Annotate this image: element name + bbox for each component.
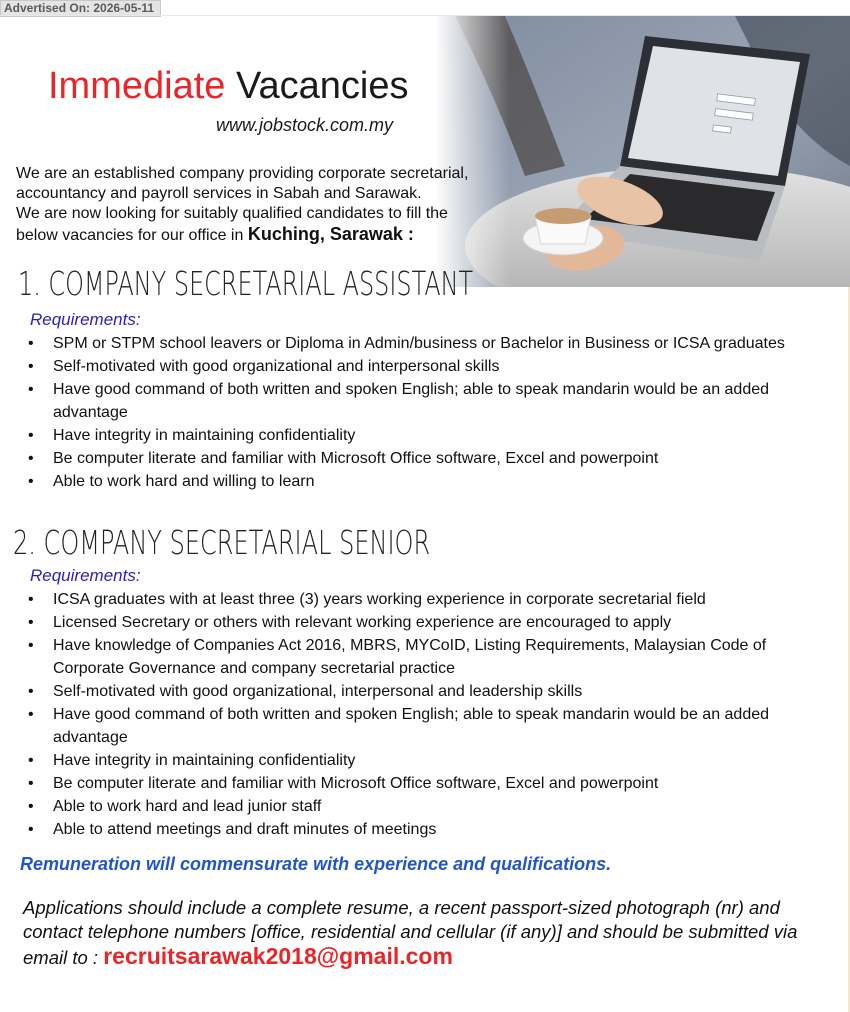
job-title-senior: 2. COMPANY SECRETARIAL SENIOR bbox=[13, 523, 431, 562]
bullet-icon: • bbox=[28, 450, 34, 467]
email-link[interactable]: recruitsarawak2018@gmail.com bbox=[103, 943, 453, 969]
intro-line: We are now looking for suitably qualified candidates to fill the bbox=[16, 205, 448, 222]
requirements-list-assistant bbox=[0, 332, 840, 493]
application-instructions bbox=[23, 896, 823, 970]
bullet-icon: • bbox=[28, 591, 34, 608]
job-title-assistant: 1. COMPANY SECRETARIAL ASSISTANT bbox=[18, 264, 474, 303]
job-advertisement-poster bbox=[0, 15, 850, 1012]
advertised-on-badge: Advertised On: 2026-05-11 bbox=[0, 0, 161, 17]
list-item: • Have integrity in maintaining confidentiality bbox=[0, 749, 840, 772]
bullet-icon: • bbox=[28, 775, 34, 792]
list-item: • Able to work hard and lead junior staff bbox=[0, 795, 840, 818]
intro-line: We are an established company providing corporate secretarial, bbox=[16, 165, 469, 182]
list-item: • Have knowledge of Companies Act 2016, MBRS, MYCoID, Listing Requirements, Malaysian Code of Corporate Governance and company secretarial practice bbox=[0, 634, 840, 680]
list-item: • Self-motivated with good organizational and interpersonal skills bbox=[0, 355, 840, 378]
list-item: • Self-motivated with good organizational, interpersonal and leadership skills bbox=[0, 680, 840, 703]
list-item: • Able to work hard and willing to learn bbox=[0, 470, 840, 493]
list-item: • Have good command of both written and spoken English; able to speak mandarin would be an added advantage bbox=[0, 703, 840, 749]
website-link[interactable]: www.jobstock.com.my bbox=[216, 115, 394, 135]
company-intro bbox=[16, 164, 506, 246]
requirements-label: Requirements: bbox=[30, 566, 141, 585]
intro-line bbox=[16, 224, 506, 246]
list-item: • Be computer literate and familiar with Microsoft Office software, Excel and powerpoint bbox=[0, 772, 840, 795]
bullet-icon: • bbox=[28, 752, 34, 769]
intro-line: accountancy and payroll services in Sabah and Sarawak. bbox=[16, 185, 422, 202]
list-item: • Have good command of both written and spoken English; able to speak mandarin would be an added advantage bbox=[0, 378, 840, 424]
list-item: • Able to attend meetings and draft minutes of meetings bbox=[0, 818, 840, 841]
bullet-icon: • bbox=[28, 614, 34, 631]
list-item: • ICSA graduates with at least three (3) years working experience in corporate secretarial field bbox=[0, 588, 840, 611]
application-text: Applications should include a complete resume, a recent passport-sized photograph (nr) and contact telephone numbers [office, residential and cellular (if any)] and should be submitted via email to : bbox=[23, 897, 798, 968]
intro-prefix: below vacancies for our office in bbox=[16, 227, 244, 244]
bullet-icon: • bbox=[28, 637, 34, 654]
laptop-photo-icon bbox=[435, 16, 850, 287]
list-item: • SPM or STPM school leavers or Diploma in Admin/business or Bachelor in Business or ICSA graduates bbox=[0, 332, 840, 355]
bullet-icon: • bbox=[28, 798, 34, 815]
bullet-icon: • bbox=[28, 358, 34, 375]
headline bbox=[48, 64, 408, 108]
list-item: • Licensed Secretary or others with relevant working experience are encouraged to apply bbox=[0, 611, 840, 634]
office-location: Kuching, Sarawak : bbox=[247, 224, 414, 244]
requirements-list-senior bbox=[0, 588, 840, 841]
requirements-label: Requirements: bbox=[30, 310, 141, 329]
bullet-icon: • bbox=[28, 821, 34, 838]
bullet-icon: • bbox=[28, 427, 34, 444]
headline-vacancies: Vacancies bbox=[235, 65, 409, 107]
list-item: • Have integrity in maintaining confidentiality bbox=[0, 424, 840, 447]
bullet-icon: • bbox=[28, 473, 34, 490]
headline-immediate: Immediate bbox=[48, 65, 226, 107]
remuneration-note: Remuneration will commensurate with experience and qualifications. bbox=[20, 854, 612, 874]
bullet-icon: • bbox=[28, 706, 34, 723]
laptop-cafe-photo bbox=[435, 16, 850, 287]
bullet-icon: • bbox=[28, 381, 34, 398]
bullet-icon: • bbox=[28, 335, 34, 352]
list-item: • Be computer literate and familiar with Microsoft Office software, Excel and powerpoint bbox=[0, 447, 840, 470]
bullet-icon: • bbox=[28, 683, 34, 700]
